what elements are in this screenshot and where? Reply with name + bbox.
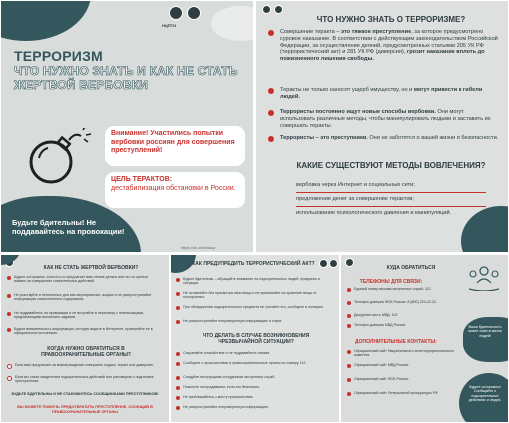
poster-how-not-to-be-recruited — [1, 255, 169, 422]
list-item: Помогите пострадавшим, если это безопасно. — [176, 385, 331, 390]
section-heading: КОГДА НУЖНО ОБРАТИТЬСЯ В ПРАВООХРАНИТЕЛЬНЫЕ ОРГАНЫ? — [41, 346, 131, 358]
list-item: Не поддавайтесь на провокации и не вступайте в переписку с незнакомцами, предлагающими выполнить задания. — [7, 311, 157, 320]
list-item: Не распространяйте непроверенную информацию и слухи. — [176, 319, 331, 324]
phone-item: Телефон доверия МВД России — [347, 323, 457, 328]
list-item: Следуйте инструкциям сотрудников экстренных служб. — [176, 375, 331, 380]
poster-what-to-know — [256, 1, 508, 252]
list-item: Будьте внимательны к информации, которую видите в Интернете, проверяйте ее в официальных источниках. — [7, 327, 157, 336]
link-item[interactable]: Официальный сайт Национального антитеррористического комитета — [347, 349, 457, 358]
subtitle: ЧТО НУЖНО ЗНАТЬ И КАК НЕ СТАТЬ ЖЕРТВОЙ ВЕРБОВКИ — [14, 64, 238, 92]
people-icon — [467, 263, 501, 291]
list-item: Не оставляйте без присмотра свои вещи и не принимайте на хранение вещи от посторонних. — [176, 291, 331, 300]
bullet-icon — [268, 88, 274, 94]
goal-label: ЦЕЛЬ ТЕРАКТОВ: — [111, 176, 173, 183]
phones-heading: ТЕЛЕФОНЫ ДЛЯ СВЯЗИ: — [359, 279, 423, 285]
section-heading: КАК НЕ СТАТЬ ЖЕРТВОЙ ВЕРБОВКИ? — [43, 265, 139, 271]
logo-icon — [262, 5, 271, 14]
phone-item: Дежурная часть МВД: 102 — [347, 313, 457, 318]
footer-slogan: Будьте бдительны! Не поддавайтесь на провокации! — [12, 218, 125, 236]
list-item: предложение денег за совершение терактов; — [296, 193, 486, 207]
poster-prevention — [171, 255, 339, 422]
goal-text: дестабилизация обстановки в России. — [111, 184, 236, 192]
logo-icon — [319, 259, 328, 268]
source-link[interactable]: https://vk.com/nacp — [181, 245, 216, 250]
warning-card: Внимание! Участились попытки вербовки россиян для совершения преступлений! — [105, 126, 245, 166]
page-title — [14, 48, 244, 92]
phone-item: Телефон доверия ФСБ России: 8 (800) 224-22-22 — [347, 300, 457, 305]
decor-blob — [463, 317, 508, 362]
decor-blob — [211, 6, 253, 41]
bullet-icon — [268, 136, 274, 142]
logo-icon — [345, 258, 354, 267]
logo-caption: НЦПТИ — [162, 23, 177, 28]
list-item: Если вы стали свидетелем подозрительных действий или разговоров о подготовке преступления. — [7, 375, 157, 384]
list-item: использование психологического давления и манипуляций. — [296, 209, 452, 216]
list-item: Террористы постоянно ищут новые способы вербовки. Они могут использовать различные методы, чтобы манипулировать людьми и заставить их совершать теракты. — [268, 109, 500, 129]
section-heading: КУДА ОБРАТИТЬСЯ — [386, 265, 436, 271]
decor-blob — [1, 1, 91, 41]
section-heading: ЧТО НУЖНО ЗНАТЬ О ТЕРРОРИЗМЕ? — [316, 15, 466, 24]
methods-list — [296, 179, 486, 219]
poster-where-to-go — [341, 255, 508, 422]
list-item: Не участвуйте в непонятных для вас мероприятиях, акциях и не распространяйте информацию сомнительного содержания. — [7, 293, 157, 302]
logo-icon — [187, 6, 201, 20]
callout-text: Ваша бдительность может спасти жизни людей! — [468, 325, 502, 338]
logo-icon — [169, 6, 183, 20]
section-heading: КАКИЕ СУЩЕСТВУЮТ МЕТОДЫ ВОВЛЕЧЕНИЯ? — [296, 161, 486, 170]
list-item: Сообщите о происшествии в правоохранительные органы по номеру 112. — [176, 361, 331, 366]
warning-note: БУДЬТЕ БДИТЕЛЬНЫ И НЕ СТАНОВИТЕСЬ СООБЩНИКАМИ ПРЕСТУПНИКОВ! — [11, 392, 159, 396]
bullet-icon — [268, 110, 274, 116]
goal-card — [105, 172, 245, 208]
list-item: Если вам предлагают за вознаграждение совершить поджог, теракт или диверсию. — [7, 363, 157, 369]
list-item: Будьте бдительны – обращайте внимание на подозрительных людей, предметы и ситуации. — [176, 277, 331, 286]
phone-item: Единый номер вызова экстренных служб: 112 — [347, 287, 457, 292]
link-item[interactable]: Официальный сайт ФСБ России — [347, 377, 457, 382]
bullet-icon — [268, 30, 274, 36]
section-heading: КАК ПРЕДУПРЕДИТЬ ТЕРРОРИСТИЧЕСКИЙ АКТ? — [192, 261, 315, 267]
section-heading: ЧТО ДЕЛАТЬ В СЛУЧАЕ ВОЗНИКНОВЕНИЯ ЧРЕЗВЫЧАЙНОЙ СИТУАЦИИ? — [202, 333, 310, 345]
bomb-icon — [23, 128, 93, 188]
callout-text: Будьте осторожны! Сообщайте о подозрительных действиях и людях. — [468, 385, 502, 403]
list-item: Террористы – это преступники. Они не заботятся о вашей жизни и безопасности. — [268, 135, 500, 142]
list-item: Совершение теракта – это тяжкое преступление, за которое предусмотрено суровое наказание. В соответствии с действующим законодательством Российской Федерации, за осуществление деяний, предусмотренных статьями 205 УК РФ (террористический акт) и 281 УК РФ (диверсия), грозит наказание вплоть до пожизненного лишения свободы. — [268, 29, 500, 63]
title: ТЕРРОРИЗМ — [14, 48, 103, 64]
list-item: Не распространяйте непроверенную информацию. — [176, 405, 331, 410]
poster-cover — [1, 1, 253, 252]
help-note: ВЫ МОЖЕТЕ ПОМОЧЬ ПРЕДОТВРАТИТЬ ПРЕСТУПЛЕНИЕ, СООБЩИВ В ПРАВООХРАНИТЕЛЬНЫЕ ОРГАНЫ — [17, 405, 153, 414]
extra-heading: ДОПОЛНИТЕЛЬНЫЕ КОНТАКТЫ: — [355, 339, 437, 345]
link-item[interactable]: Официальный сайт Генеральной прокуратуры РФ — [347, 391, 457, 396]
list-item: вербовка через Интернет и социальные сети; — [296, 179, 486, 193]
logo-group — [169, 6, 201, 20]
list-item: Не приближайтесь к месту происшествия. — [176, 395, 331, 400]
list-item: Будьте осторожны, если кто-то предлагает вам легкие деньги или что-то ценное взамен за совершение сомнительных действий. — [7, 275, 157, 284]
list-item: Сохраняйте спокойствие и не поддавайтесь панике. — [176, 351, 331, 356]
logo-icon — [274, 5, 283, 14]
list-item: При обнаружении подозрительного предмета не трогайте его, сообщите в полицию. — [176, 305, 331, 310]
list-item: Теракты не только наносят ущерб имуществу, но и могут привести к гибели людей. — [268, 87, 500, 101]
logo-icon — [329, 259, 338, 268]
link-item[interactable]: Официальный сайт МВД России — [347, 363, 457, 368]
